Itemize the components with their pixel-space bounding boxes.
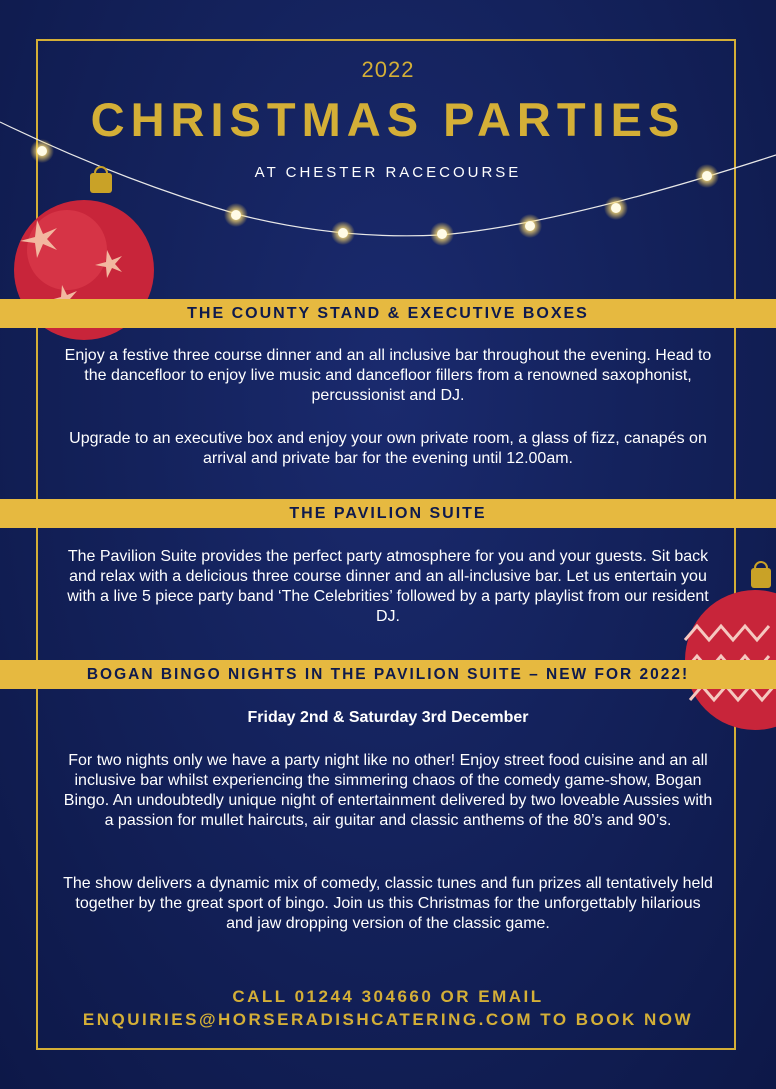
section-paragraph: Enjoy a festive three course dinner and an all inclusive bar throughout the evening. Head to the dancefloor to enjoy live music and dancefloor fillers from a renowned saxophonist, percussionist and DJ.	[64, 347, 712, 404]
section-paragraph: The Pavilion Suite provides the perfect party atmosphere for you and your guests. Sit back and relax with a delicious three course dinner and an all-inclusive bar. Let us entertain you with a live 5 piece party band ‘The Celebrities’ followed by a party playlist from our resident DJ.	[67, 548, 709, 625]
page-title: CHRISTMAS PARTIES	[90, 93, 686, 146]
contact-email-line[interactable]: ENQUIRIES@HORSERADISHCATERING.COM TO BOOK NOW	[82, 1010, 694, 1029]
section-paragraph: For two nights only we have a party night like no other! Enjoy street food cuisine and an all inclusive bar whilst experiencing the simmering chaos of the comedy game-show, Bogan Bingo. An undoubtedly unique night of entertainment delivered by two loveable Aussies with a passion for mullet haircuts, air guitar and classic anthems of the 80’s and 90’s.	[63, 752, 713, 829]
section-heading-band	[0, 660, 776, 689]
section-heading-band	[0, 299, 776, 328]
section-heading: THE COUNTY STAND & EXECUTIVE BOXES	[187, 305, 589, 322]
section-paragraph: The show delivers a dynamic mix of comedy, classic tunes and fun prizes all tentatively held together by the great sport of bingo. Join us this Christmas for the unforgettably hilarious and jaw dropping version of the classic game.	[63, 875, 713, 932]
section-paragraph: Upgrade to an executive box and enjoy your own private room, a glass of fizz, canapés on arrival and private bar for the evening until 12.00am.	[69, 430, 707, 467]
section-heading: BOGAN BINGO NIGHTS IN THE PAVILION SUITE – NEW FOR 2022!	[86, 666, 690, 683]
event-dates: Friday 2nd & Saturday 3rd December	[247, 709, 529, 726]
page-subtitle: AT CHESTER RACECOURSE	[254, 164, 522, 181]
section-heading: THE PAVILION SUITE	[289, 505, 487, 522]
section-heading-band	[0, 499, 776, 528]
event-year: 2022	[361, 57, 415, 82]
contact-call-line: CALL 01244 304660 OR EMAIL	[232, 987, 544, 1006]
